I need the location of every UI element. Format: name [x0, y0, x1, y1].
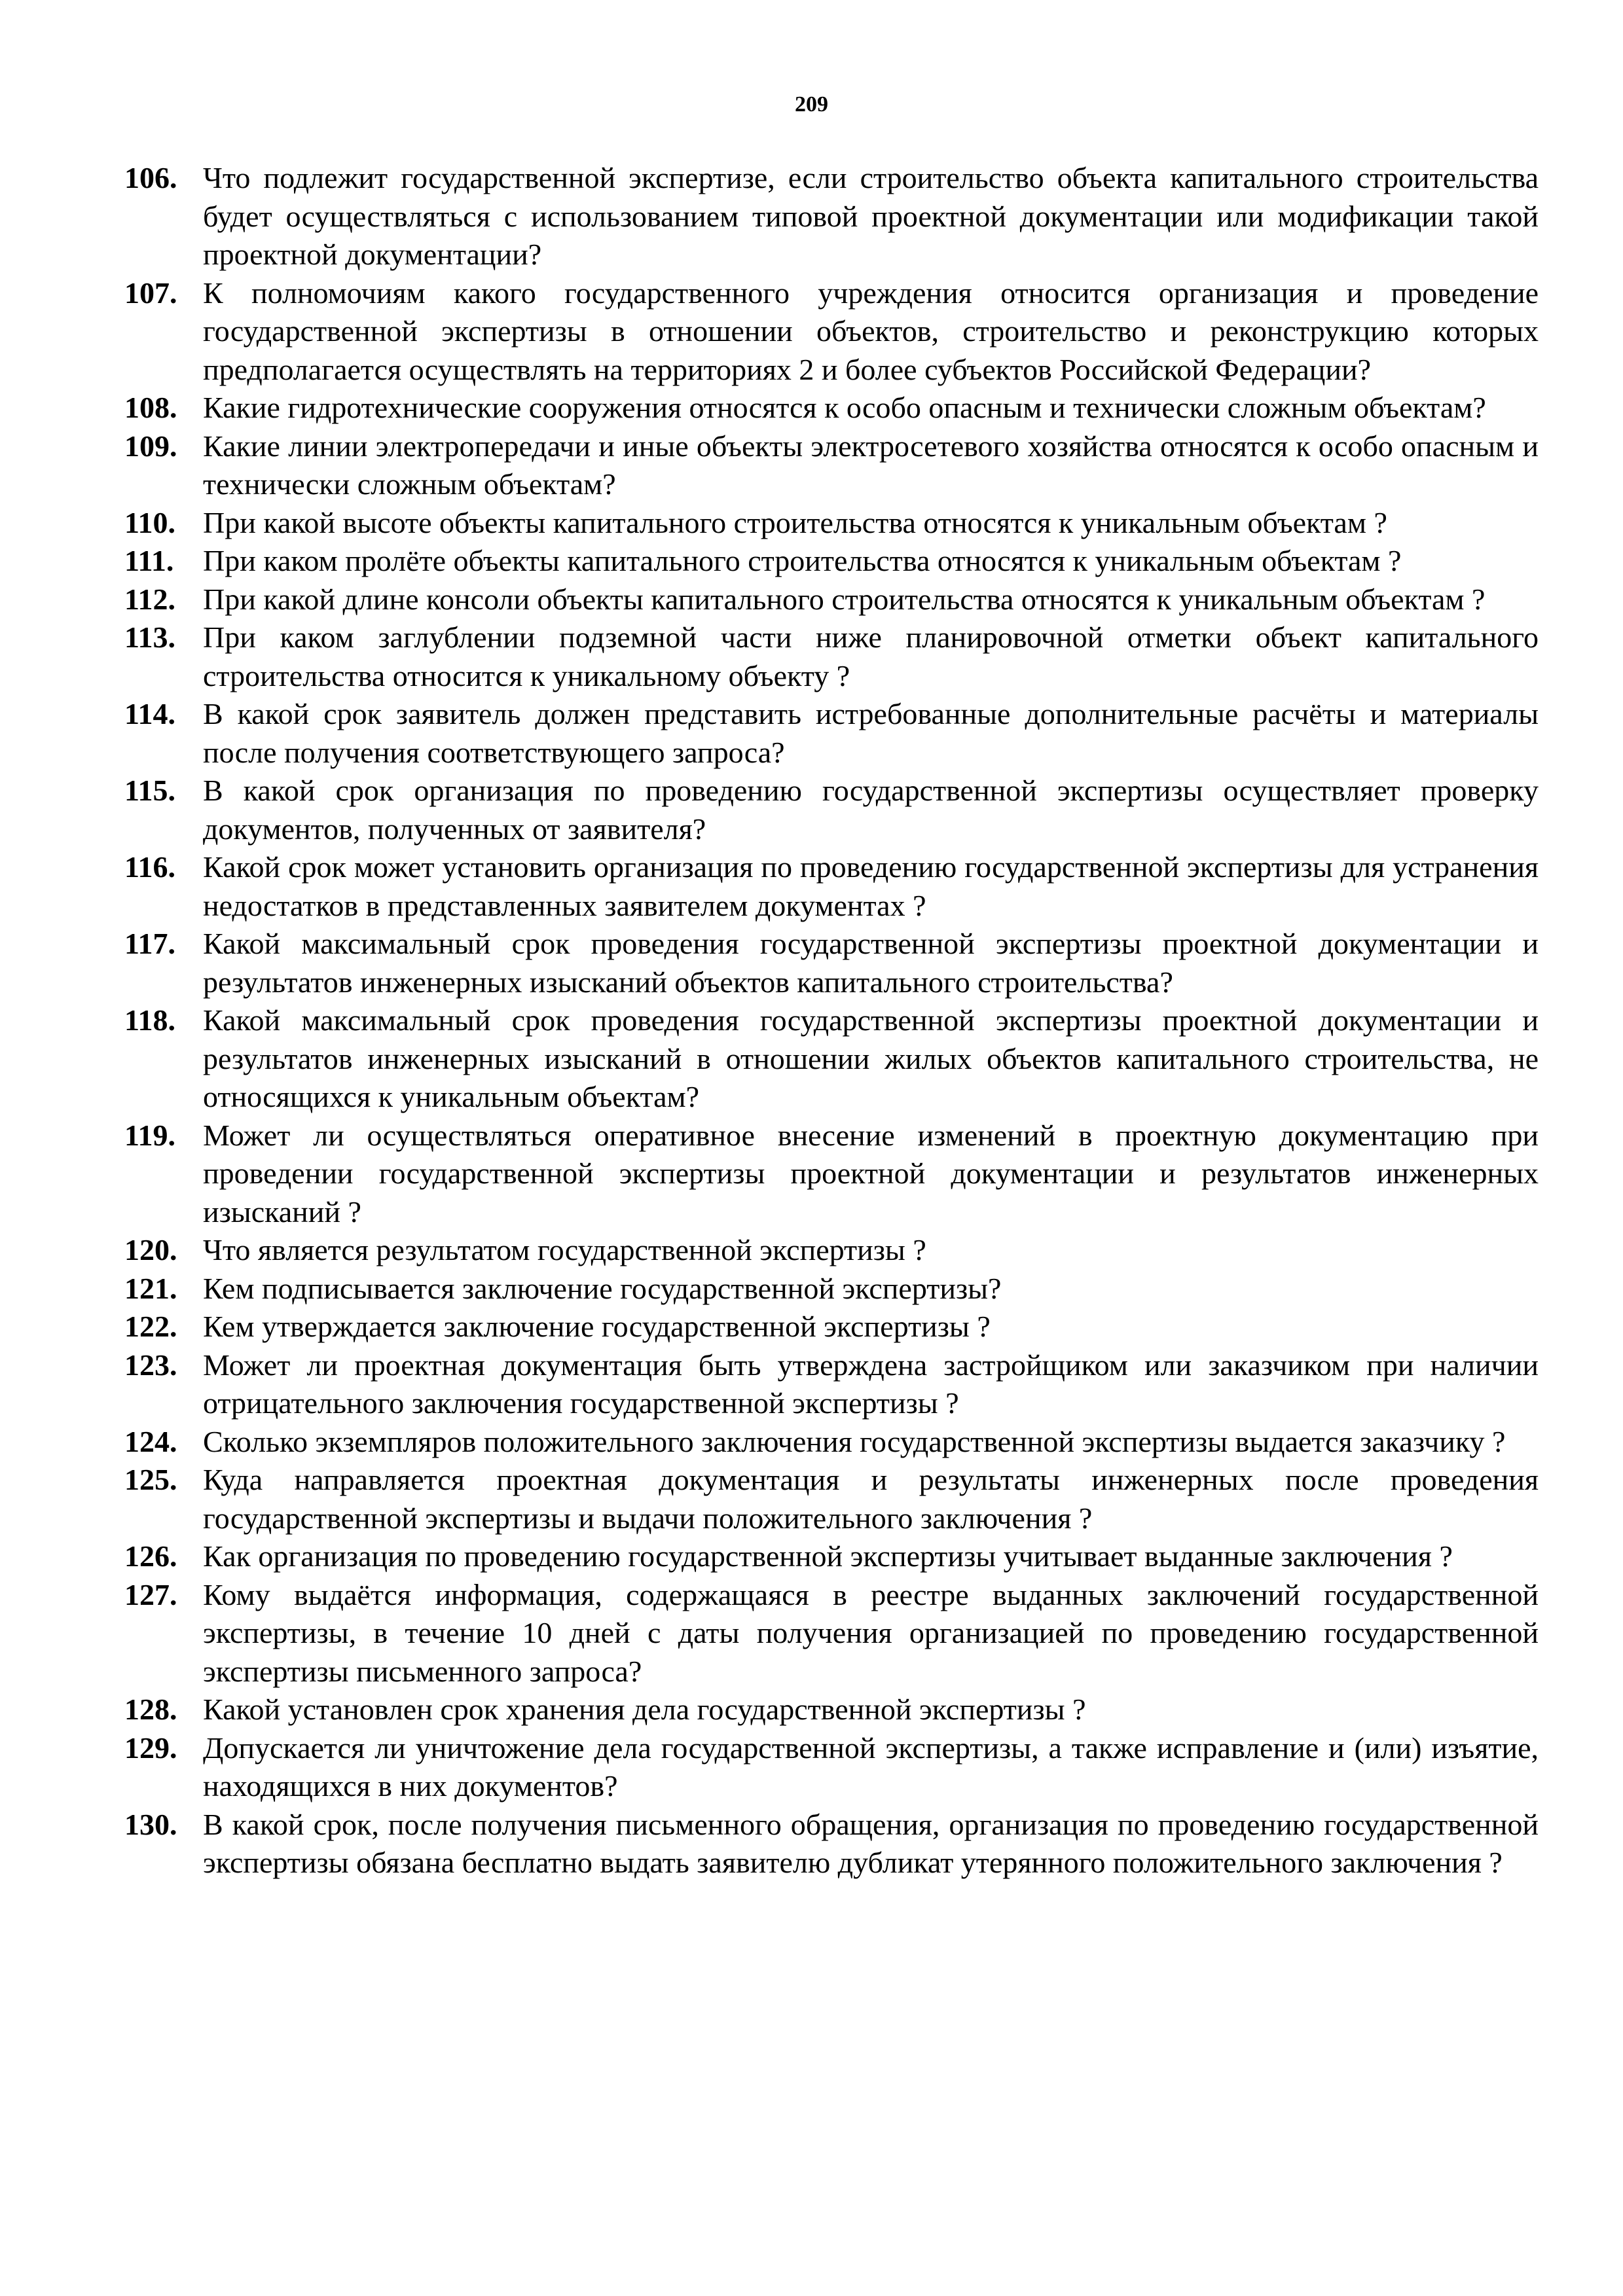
question-number: 128. — [124, 1693, 177, 1726]
question-number: 108. — [124, 391, 177, 424]
question-list — [124, 159, 1539, 1882]
question-text: Кем утверждается заключение государственной экспертизы ? — [203, 1310, 991, 1343]
question-text: К полномочиям какого государственного учреждения относится организация и проведение государственной экспертизы в отношении объектов, строительство и реконструкцию которых предполагается осуществлять на территориях 2 и более субъектов Российской Федерации? — [203, 276, 1539, 386]
question-text: Что подлежит государственной экспертизе, если строительство объекта капитального строительства будет осуществляться с использованием типовой проектной документации или модификации такой проектной документации? — [203, 161, 1539, 271]
question-item — [124, 1001, 1539, 1117]
question-item — [124, 1117, 1539, 1232]
question-item — [124, 1308, 1539, 1346]
question-text: В какой срок, после получения письменного обращения, организация по проведению государственной экспертизы обязана бесплатно выдать заявителю дубликат утерянного положительного заключения ? — [203, 1807, 1539, 1879]
question-number: 129. — [124, 1731, 177, 1765]
question-text: Куда направляется проектная документация и результаты инженерных после проведения государственной экспертизы и выдачи положительного заключения ? — [203, 1463, 1539, 1535]
question-text: Какие гидротехнические сооружения относятся к особо опасным и технически сложным объектам? — [203, 391, 1486, 424]
question-item — [124, 274, 1539, 389]
question-item — [124, 1576, 1539, 1691]
question-number: 123. — [124, 1348, 177, 1382]
question-text: Может ли проектная документация быть утверждена застройщиком или заказчиком при наличии отрицательного заключения государственной экспертизы ? — [203, 1348, 1539, 1420]
question-number: 125. — [124, 1463, 177, 1496]
question-item — [124, 619, 1539, 695]
question-item — [124, 1270, 1539, 1308]
question-item — [124, 1346, 1539, 1423]
question-text: Какие линии электропередачи и иные объекты электросетевого хозяйства относятся к особо опасным и технически сложным объектам? — [203, 429, 1539, 501]
question-item — [124, 1231, 1539, 1270]
question-number: 106. — [124, 161, 177, 194]
question-text: При каком заглублении подземной части ниже планировочной отметки объект капитального строительства относится к уникальному объекту ? — [203, 620, 1539, 692]
question-number: 109. — [124, 429, 177, 463]
question-item — [124, 695, 1539, 772]
question-text: Может ли осуществляться оперативное внесение изменений в проектную документацию при проведении государственной экспертизы проектной документации и результатов инженерных изысканий ? — [203, 1118, 1539, 1229]
question-number: 116. — [124, 850, 175, 884]
question-item — [124, 542, 1539, 581]
question-number: 110. — [124, 505, 175, 539]
question-number: 115. — [124, 774, 175, 807]
question-number: 124. — [124, 1424, 177, 1458]
question-text: Что является результатом государственной экспертизы ? — [203, 1233, 926, 1266]
question-text: Сколько экземпляров положительного заключения государственной экспертизы выдается заказчику ? — [203, 1424, 1506, 1458]
page-number: 209 — [795, 92, 828, 117]
question-item — [124, 1691, 1539, 1729]
question-item — [124, 389, 1539, 427]
question-text: Как организация по проведению государственной экспертизы учитывает выданные заключения ? — [203, 1539, 1453, 1573]
question-number: 130. — [124, 1807, 177, 1841]
question-item — [124, 772, 1539, 848]
question-item — [124, 1461, 1539, 1537]
question-item — [124, 1537, 1539, 1576]
question-number: 126. — [124, 1539, 177, 1573]
question-number: 113. — [124, 620, 175, 654]
question-number: 119. — [124, 1118, 175, 1152]
question-item — [124, 427, 1539, 504]
question-item — [124, 1806, 1539, 1882]
question-text: В какой срок заявитель должен представить истребованные дополнительные расчёты и материалы после получения соответствующего запроса? — [203, 697, 1539, 769]
question-text: При какой высоте объекты капитального строительства относятся к уникальным объектам ? — [203, 505, 1387, 539]
question-item — [124, 1423, 1539, 1462]
question-item — [124, 159, 1539, 274]
question-item — [124, 581, 1539, 619]
question-number: 117. — [124, 927, 175, 960]
question-number: 111. — [124, 544, 174, 577]
question-text: Кому выдаётся информация, содержащаяся в реестре выданных заключений государственной экспертизы, в течение 10 дней с даты получения организацией по проведению государственной экспертизы письменного запроса? — [203, 1577, 1539, 1688]
question-number: 120. — [124, 1233, 177, 1266]
question-number: 118. — [124, 1003, 175, 1037]
question-item — [124, 925, 1539, 1001]
question-text: Допускается ли уничтожение дела государственной экспертизы, а также исправление и (или) изъятие, находящихся в них документов? — [203, 1731, 1539, 1803]
question-number: 107. — [124, 276, 177, 310]
question-text: При какой длине консоли объекты капитального строительства относятся к уникальным объектам ? — [203, 582, 1486, 616]
question-text: Какой максимальный срок проведения государственной экспертизы проектной документации и результатов инженерных изысканий объектов капитального строительства? — [203, 927, 1539, 999]
question-text: Какой срок может установить организация по проведению государственной экспертизы для устранения недостатков в представленных заявителем документах ? — [203, 850, 1539, 922]
question-number: 112. — [124, 582, 175, 616]
question-text: Кем подписывается заключение государственной экспертизы? — [203, 1271, 1002, 1305]
question-text: При каком пролёте объекты капитального строительства относятся к уникальным объектам ? — [203, 544, 1402, 577]
question-item — [124, 1729, 1539, 1806]
question-text: Какой установлен срок хранения дела государственной экспертизы ? — [203, 1693, 1086, 1726]
question-number: 122. — [124, 1310, 177, 1343]
question-number: 114. — [124, 697, 175, 730]
question-text: Какой максимальный срок проведения государственной экспертизы проектной документации и результатов инженерных изысканий в отношении жилых объектов капитального строительства, не относящихся к уникальным объектам? — [203, 1003, 1539, 1113]
question-item — [124, 848, 1539, 925]
question-text: В какой срок организация по проведению государственной экспертизы осуществляет проверку документов, полученных от заявителя? — [203, 774, 1539, 846]
question-number: 121. — [124, 1271, 177, 1305]
question-number: 127. — [124, 1577, 177, 1611]
question-item — [124, 504, 1539, 543]
